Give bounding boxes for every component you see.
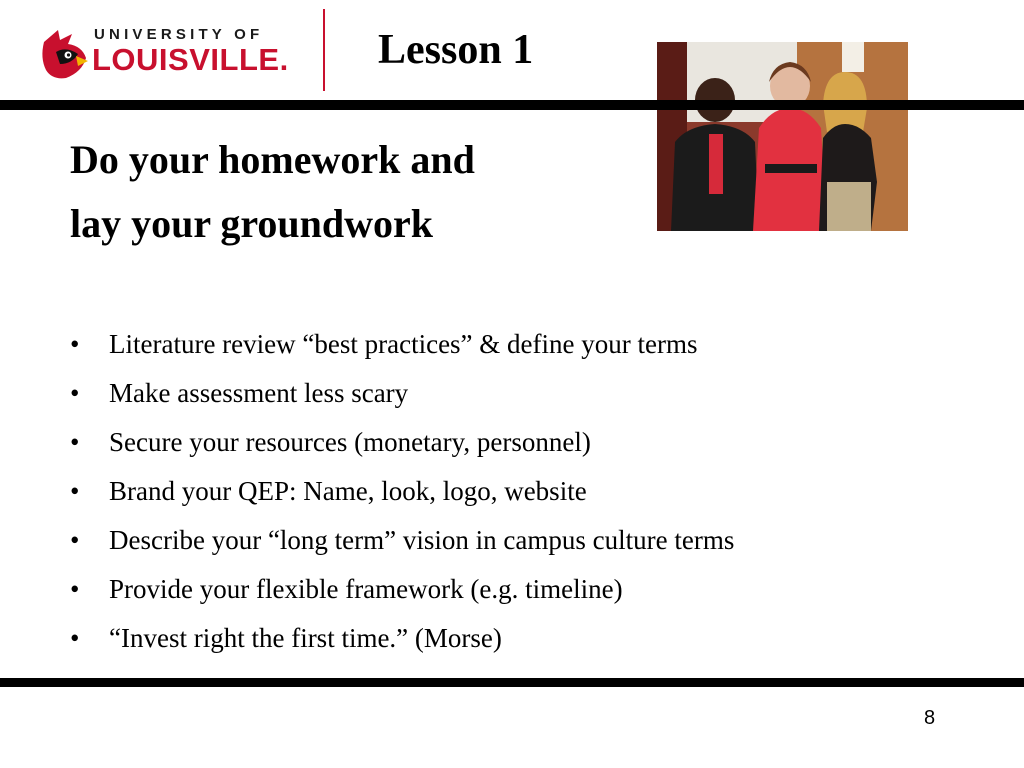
bullet-item [70, 369, 734, 418]
bullet-item [70, 418, 734, 467]
logo-main-text: LOUISVILLE. [92, 42, 289, 77]
bullet-marker: • [70, 378, 80, 408]
bullet-text: Brand your QEP: Name, look, logo, website [109, 476, 587, 506]
bullet-list [70, 320, 734, 663]
subtitle-line-2: lay your groundwork [70, 201, 434, 246]
header-divider [323, 9, 325, 91]
bullet-marker: • [70, 427, 80, 457]
subtitle-line-1: Do your homework and [70, 137, 475, 182]
cardinal-icon [38, 28, 90, 82]
footer-rule [0, 678, 1024, 687]
bullet-marker: • [70, 329, 80, 359]
bullet-text: Make assessment less scary [109, 378, 409, 408]
page-number: 8 [924, 707, 936, 729]
bullet-item [70, 467, 734, 516]
bullet-marker: • [70, 623, 80, 653]
bullet-item [70, 516, 734, 565]
bullet-text: Provide your flexible framework (e.g. timeline) [109, 574, 623, 604]
bullet-text: “Invest right the first time.” (Morse) [109, 623, 502, 653]
bullet-text: Literature review “best practices” & define your terms [109, 329, 698, 359]
header-rule [0, 100, 1024, 110]
bullet-marker: • [70, 476, 80, 506]
bullet-marker: • [70, 574, 80, 604]
bullet-text: Secure your resources (monetary, personnel) [109, 427, 591, 457]
slide-title: Lesson 1 [378, 27, 534, 73]
bullet-item [70, 614, 734, 663]
bullet-item [70, 320, 734, 369]
university-logo [38, 22, 303, 86]
group-photo [657, 42, 908, 231]
bullet-item [70, 565, 734, 614]
slide-subtitle [70, 128, 475, 256]
logo-top-text: UNIVERSITY OF [94, 26, 264, 43]
bullet-marker: • [70, 525, 80, 555]
bullet-text: Describe your “long term” vision in campus culture terms [109, 525, 735, 555]
photo-illustration [657, 42, 908, 231]
